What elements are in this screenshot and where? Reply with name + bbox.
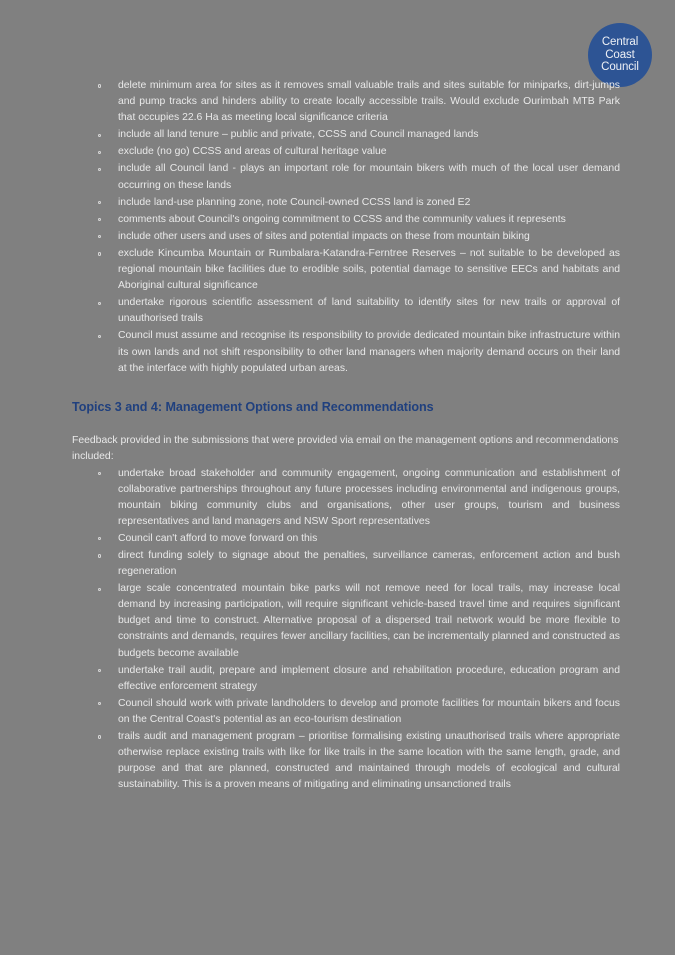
list-item: include land-use planning zone, note Council-owned CCSS land is zoned E2 <box>72 195 620 211</box>
list-item: comments about Council's ongoing commitment to CCSS and the community values it represents <box>72 212 620 228</box>
list-item: Council should work with private landholders to develop and promote facilities for mountain bikers and focus on the Central Coast's potential as an eco-tourism destination <box>72 696 620 728</box>
list-item: include other users and uses of sites and potential impacts on these from mountain biking <box>72 229 620 245</box>
list-item: include all Council land - plays an important role for mountain bikers with much of the local user demand occurring on these lands <box>72 161 620 193</box>
document-content <box>72 78 620 794</box>
list-item: large scale concentrated mountain bike parks will not remove need for local trails, may increase local demand by increasing participation, will require significant vehicle-based travel time and requires significant budget and time to construct. Alternative proposal of a dispersed trail network would be more flexible to constraints and demands, requires fewer ancillary facilities, can be incrementally planned and constructed as budgets become available <box>72 581 620 661</box>
list-item: Council can't afford to move forward on this <box>72 531 620 547</box>
list-item: undertake trail audit, prepare and implement closure and rehabilitation procedure, education program and effective enforcement strategy <box>72 663 620 695</box>
list-item: include all land tenure – public and private, CCSS and Council managed lands <box>72 127 620 143</box>
list-item: undertake broad stakeholder and community engagement, ongoing communication and establishment of collaborative partnerships throughout any future processes including environmental and indigenous groups, mountain biking community clubs and organisations, other user groups, tourism and business representatives and land managers and NSW Sport representatives <box>72 466 620 530</box>
list-item: direct funding solely to signage about the penalties, surveillance cameras, enforcement action and bush regeneration <box>72 548 620 580</box>
list-item: exclude Kincumba Mountain or Rumbalara-Katandra-Ferntree Reserves – not suitable to be developed as regional mountain bike facilities due to erodible soils, potential damage to sensitive EECs and habitats and Aboriginal cultural significance <box>72 246 620 294</box>
list-item: exclude (no go) CCSS and areas of cultural heritage value <box>72 144 620 160</box>
section-intro-paragraph: Feedback provided in the submissions that were provided via email on the management options and recommendations included: <box>72 434 619 463</box>
logo-line-coast: Coast <box>605 48 635 61</box>
list-item: delete minimum area for sites as it removes small valuable trails and sites suitable for miniparks, dirt-jumps and pump tracks and hinders ability to create locally accessible trails. Would exclude Ourimbah MTB Park that occupies 22.6 Ha as meeting local significance criteria <box>72 78 620 126</box>
topics-3-4-bullet-list <box>72 466 620 794</box>
topics-1-2-bullet-list <box>72 78 620 377</box>
list-item: trails audit and management program – prioritise formalising existing unauthorised trails where appropriate otherwise replace existing trails with like for like trails in the same location with the same length, grade, and purpose and that are planned, constructed and maintained through models of ecological and cultural sustainability. This is a proven means of mitigating and eliminating unsanctioned trails <box>72 729 620 793</box>
logo-line-council: Council <box>601 61 639 74</box>
list-item: undertake rigorous scientific assessment of land suitability to identify sites for new trails or approval of unauthorised trails <box>72 295 620 327</box>
list-item: Council must assume and recognise its responsibility to provide dedicated mountain bike infrastructure within its own lands and not shift responsibility to other land managers when majority demand occurs on their land at the interface with highly populated urban areas. <box>72 328 620 376</box>
section-heading: Topics 3 and 4: Management Options and Recommendations <box>72 399 434 414</box>
logo-line-central: Central <box>601 35 639 48</box>
